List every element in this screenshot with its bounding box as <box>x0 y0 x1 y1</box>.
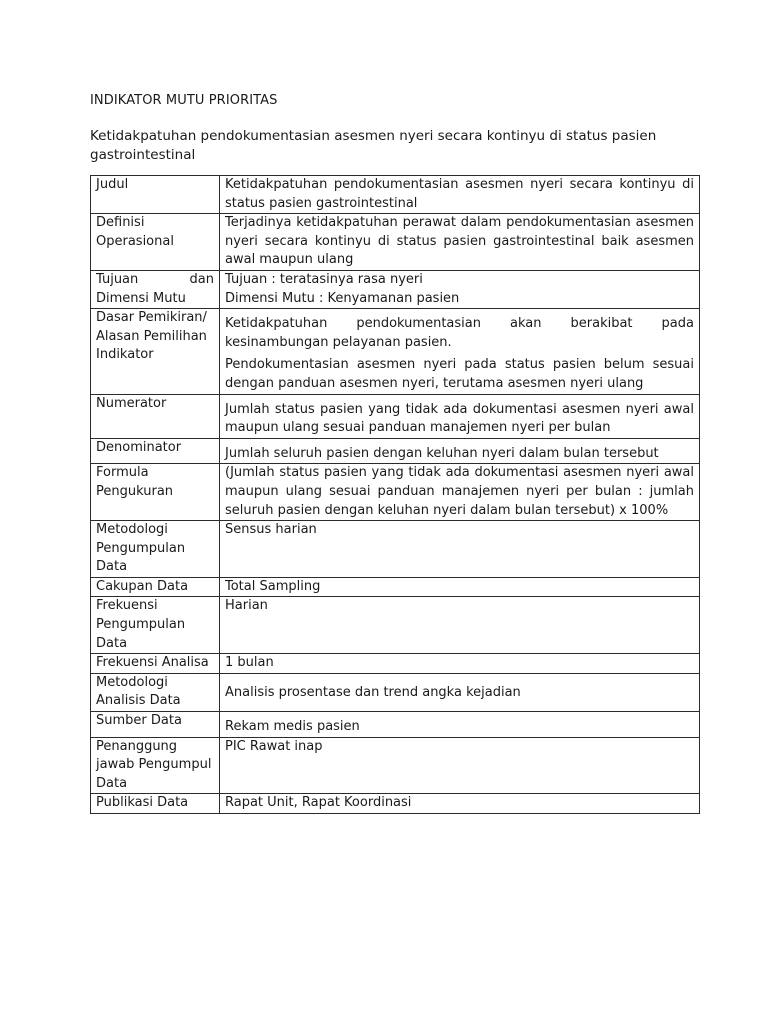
row-label: Formula Pengukuran <box>91 464 220 521</box>
row-value <box>220 309 700 394</box>
row-value-text: Jumlah seluruh pasien dengan keluhan nyeri dalam bulan tersebut <box>225 445 659 461</box>
table-row-frekuensi-pengumpulan-data <box>91 597 700 654</box>
row-value <box>220 794 700 814</box>
row-label: Frekuensi Pengumpulan Data <box>91 597 220 654</box>
row-label: Frekuensi Analisa <box>91 654 220 674</box>
row-value-text: Analisis prosentase dan trend angka kejadian <box>225 684 521 700</box>
document-subtitle: Ketidakpatuhan pendokumentasian asesmen nyeri secara kontinyu di status pasien gastrointestinal <box>90 128 657 163</box>
row-label: Cakupan Data <box>91 577 220 597</box>
row-label-line-1 <box>96 271 214 290</box>
row-label <box>91 270 220 308</box>
table-row-judul <box>91 176 700 214</box>
row-value-text: Rapat Unit, Rapat Koordinasi <box>225 795 412 811</box>
row-value-text: Harian <box>225 598 268 614</box>
indicator-table <box>90 175 700 814</box>
row-value-text: PIC Rawat inap <box>225 738 323 754</box>
table-row-metodologi-pengumpulan-data <box>91 521 700 578</box>
row-label-left: Tujuan <box>96 271 139 287</box>
table-row-metodologi-analisis-data <box>91 673 700 711</box>
row-value <box>220 464 700 521</box>
row-label: Numerator <box>91 394 220 438</box>
row-value-text: Terjadinya ketidakpatuhan perawat dalam pendokumentasian asesmen nyeri secara kontinyu di status pasien gastrointestinal baik asesmen awal maupun ulang <box>225 215 694 268</box>
row-value <box>220 521 700 578</box>
row-label: Publikasi Data <box>91 794 220 814</box>
row-label: Judul <box>91 176 220 214</box>
table-row-denominator <box>91 438 700 464</box>
row-value-line: Tujuan : teratasinya rasa nyeri <box>225 271 423 287</box>
row-value-text: Ketidakpatuhan pendokumentasian akan berakibat pada kesinambungan pelayanan pasien. <box>225 316 694 350</box>
table-row-cakupan-data <box>91 577 700 597</box>
row-value-text: Pendokumentasian asesmen nyeri pada status pasien belum sesuai dengan panduan asesmen nyeri, terutama asesmen nyeri ulang <box>225 357 694 391</box>
row-value <box>220 712 700 738</box>
row-value-text: Sensus harian <box>225 522 317 538</box>
row-value <box>220 673 700 711</box>
table-row-sumber-data <box>91 712 700 738</box>
table-row-numerator <box>91 394 700 438</box>
table-row-publikasi-data <box>91 794 700 814</box>
row-label-right: dan <box>189 271 214 287</box>
table-row-dasar-pemikiran <box>91 309 700 394</box>
row-value <box>220 270 700 308</box>
table-row-formula-pengukuran <box>91 464 700 521</box>
row-value <box>220 394 700 438</box>
row-value-text: Jumlah status pasien yang tidak ada dokumentasi asesmen nyeri awal maupun ulang sesuai panduan manajemen nyeri per bulan <box>225 401 694 436</box>
document-title: INDIKATOR MUTU PRIORITAS <box>90 93 278 108</box>
row-value <box>220 214 700 271</box>
row-value-line: Dimensi Mutu : Kenyamanan pasien <box>225 290 460 306</box>
row-label: Denominator <box>91 438 220 464</box>
row-value <box>220 577 700 597</box>
row-label-line-2: Dimensi Mutu <box>96 290 186 306</box>
row-value-text: Total Sampling <box>225 578 321 594</box>
row-label: Metodologi Pengumpulan Data <box>91 521 220 578</box>
table-row-tujuan-dimensi-mutu <box>91 270 700 308</box>
row-value-text: Rekam medis pasien <box>225 719 360 735</box>
table-row-frekuensi-analisa <box>91 654 700 674</box>
row-value-text: (Jumlah status pasien yang tidak ada dokumentasi asesmen nyeri awal maupun ulang sesuai panduan manajemen nyeri per bulan : jumlah seluruh pasien dengan keluhan nyeri dalam bulan tersebut) x 100% <box>225 465 694 518</box>
document-page <box>90 92 700 814</box>
row-value-text: 1 bulan <box>225 655 274 671</box>
row-label: Metodologi Analisis Data <box>91 673 220 711</box>
row-label: Sumber Data <box>91 712 220 738</box>
row-value <box>220 737 700 794</box>
row-label: Definisi Operasional <box>91 214 220 271</box>
table-row-penanggung-jawab <box>91 737 700 794</box>
row-value <box>220 438 700 464</box>
row-value <box>220 597 700 654</box>
table-row-definisi-operasional <box>91 214 700 271</box>
row-label: Penanggung jawab Pengumpul Data <box>91 737 220 794</box>
row-value <box>220 654 700 674</box>
row-value-text: Ketidakpatuhan pendokumentasian asesmen nyeri secara kontinyu di status pasien gastrointestinal <box>225 177 694 211</box>
row-label: Dasar Pemikiran/ Alasan Pemilihan Indikator <box>91 309 220 394</box>
row-value <box>220 176 700 214</box>
